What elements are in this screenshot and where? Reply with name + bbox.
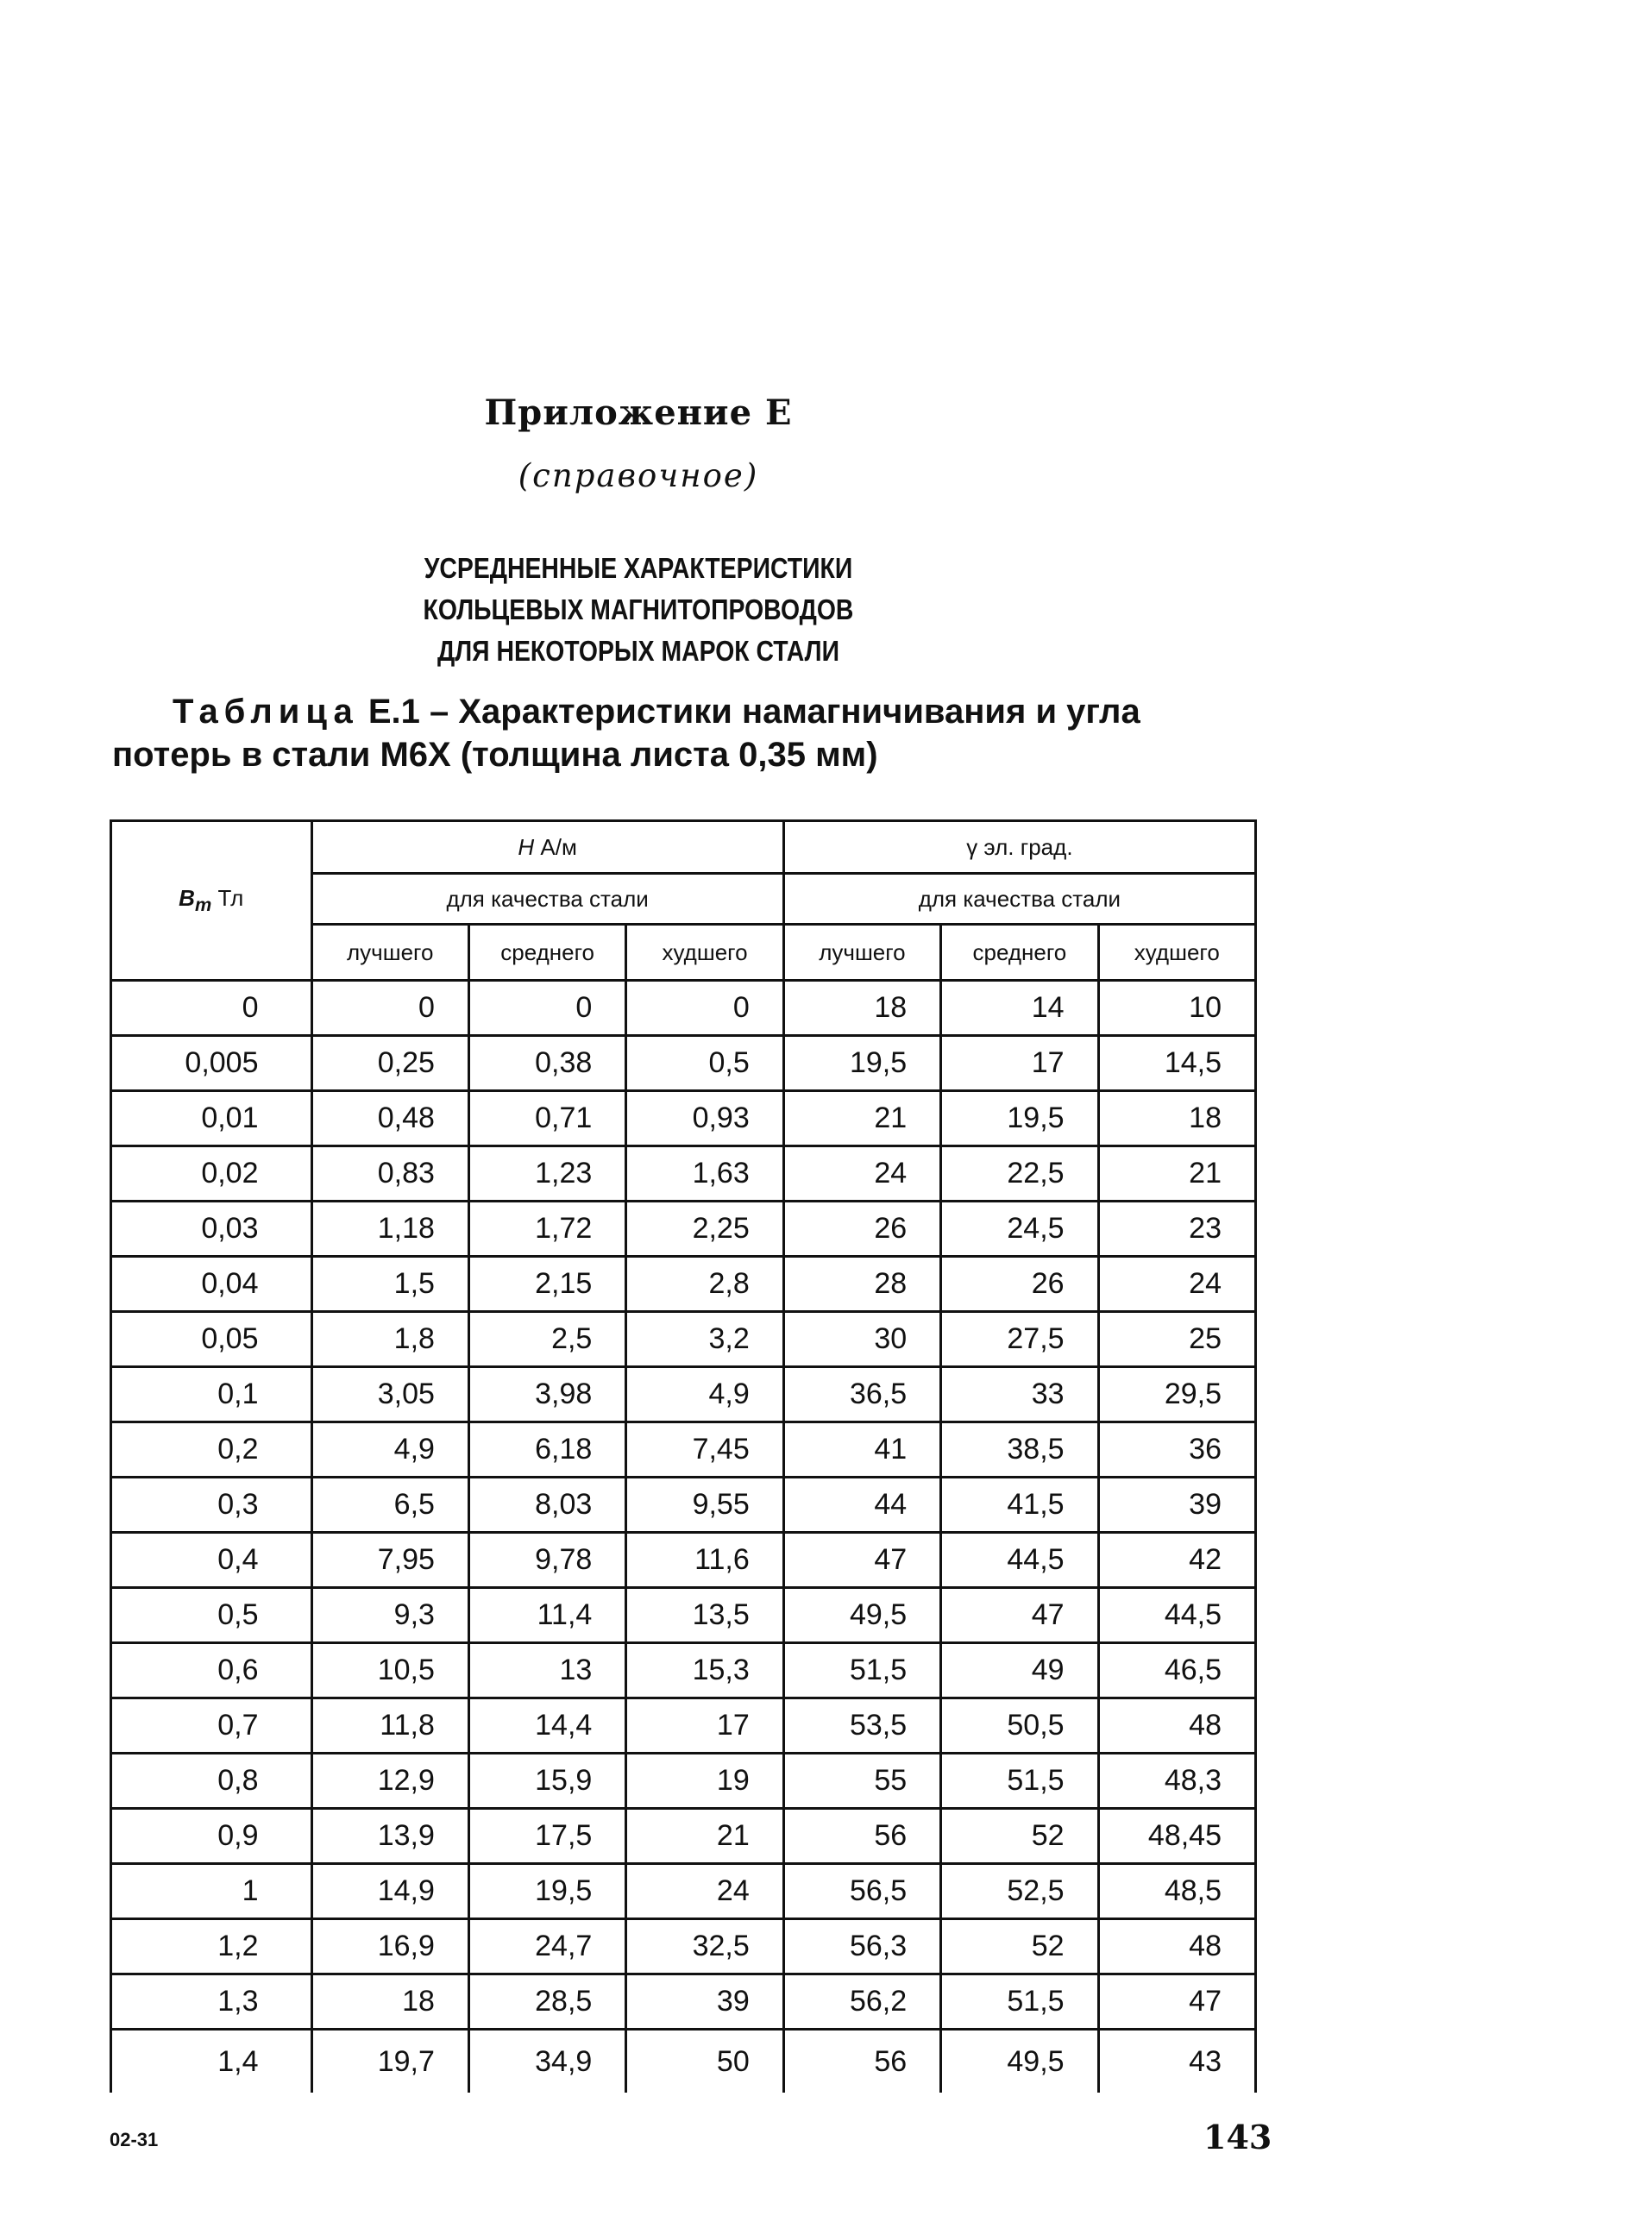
h-unit: А/м [534,833,577,860]
table-row [111,1036,1256,1091]
table-cell: 14,5 [1098,1036,1255,1091]
table-cell: 51,5 [783,1643,940,1698]
h-symbol: H [518,833,535,860]
table-cell: 1,72 [468,1202,625,1257]
table-cell: 55 [783,1754,940,1809]
table-cell: 9,55 [626,1478,783,1533]
table-cell: 0,83 [311,1146,468,1202]
table-cell: 51,5 [941,1754,1098,1809]
table-cell: 18 [1098,1091,1255,1146]
subheader-cell: худшего [626,925,783,981]
bm-cell: 0,5 [111,1588,312,1643]
table-cell: 0 [468,981,625,1036]
table-cell: 48,3 [1098,1754,1255,1809]
table-cell: 41 [783,1422,940,1478]
table-row [111,1864,1256,1919]
table-cell: 36 [1098,1422,1255,1478]
table-cell: 24,5 [941,1202,1098,1257]
table-cell: 26 [783,1202,940,1257]
table-cell: 42 [1098,1533,1255,1588]
table-row [111,1478,1256,1533]
table-cell: 51,5 [941,1974,1098,2030]
table-cell: 11,6 [626,1533,783,1588]
gamma-header: γ эл. град. [783,821,1255,874]
bm-cell: 0,01 [111,1091,312,1146]
table-cell: 33 [941,1367,1098,1422]
table-cell: 22,5 [941,1146,1098,1202]
table-cell: 3,98 [468,1367,625,1422]
subheader-cell: лучшего [783,925,940,981]
table-cell: 15,9 [468,1754,625,1809]
caption-label: Таблица [173,693,359,731]
table-cell: 30 [783,1312,940,1367]
h-header [311,821,783,874]
table-row [111,1643,1256,1698]
table-cell: 0,48 [311,1091,468,1146]
table-cell: 14 [941,981,1098,1036]
bm-symbol: B [179,884,195,911]
magnetization-table [110,819,1257,2093]
bm-cell: 1 [111,1864,312,1919]
appendix-subtitle: (справочное) [518,457,759,494]
table-cell: 0,5 [626,1036,783,1091]
table-cell: 7,45 [626,1422,783,1478]
table-cell: 24 [783,1146,940,1202]
table-cell: 1,18 [311,1202,468,1257]
table-cell: 56,2 [783,1974,940,2030]
table-cell: 14,9 [311,1864,468,1919]
table-cell: 2,15 [468,1257,625,1312]
table-cell: 48 [1098,1919,1255,1974]
quality-header-h: для качества стали [311,874,783,925]
table-cell: 50 [626,2030,783,2093]
table-row [111,1698,1256,1754]
caption-line-1-text: Е.1 – Характеристики намагничивания и угла [367,693,1140,731]
table-cell: 46,5 [1098,1643,1255,1698]
table-row [111,1809,1256,1864]
table-cell: 47 [941,1588,1098,1643]
table-cell: 48,45 [1098,1809,1255,1864]
table-row [111,1974,1256,2030]
table-cell: 4,9 [311,1422,468,1478]
table-cell: 44,5 [1098,1588,1255,1643]
table-cell: 28,5 [468,1974,625,2030]
table-cell: 49 [941,1643,1098,1698]
table-cell: 19,5 [941,1091,1098,1146]
bm-unit: Тл [211,884,244,911]
table-cell: 39 [1098,1478,1255,1533]
bm-cell: 0,04 [111,1257,312,1312]
table-cell: 49,5 [783,1588,940,1643]
heading-line-2: КОЛЬЦЕВЫХ МАГНИТОПРОВОДОВ [423,593,854,625]
table-cell: 50,5 [941,1698,1098,1754]
table-cell: 6,18 [468,1422,625,1478]
table-cell: 19,5 [468,1864,625,1919]
subheader-cell: среднего [941,925,1098,981]
table-cell: 1,63 [626,1146,783,1202]
table-cell: 11,4 [468,1588,625,1643]
table-cell: 44 [783,1478,940,1533]
subheader-cell: среднего [468,925,625,981]
table-cell: 43 [1098,2030,1255,2093]
caption-line-2: потерь в стали М6Х (толщина листа 0,35 мм) [112,736,878,774]
table-cell: 17 [626,1698,783,1754]
table-cell: 48 [1098,1698,1255,1754]
bm-cell: 0 [111,981,312,1036]
table-caption [112,690,1259,776]
heading-line-1: УСРЕДНЕННЫЕ ХАРАКТЕРИСТИКИ [424,552,853,584]
table-cell: 1,5 [311,1257,468,1312]
table-cell: 24 [1098,1257,1255,1312]
table-row [111,1091,1256,1146]
table-row [111,981,1256,1036]
table-cell: 0 [626,981,783,1036]
table-row [111,1754,1256,1809]
table-cell: 23 [1098,1202,1255,1257]
heading-line-3: ДЛЯ НЕКОТОРЫХ МАРОК СТАЛИ [437,635,839,667]
page-number: 143 [1203,2118,1272,2156]
table-cell: 10 [1098,981,1255,1036]
table-cell: 13,5 [626,1588,783,1643]
table-cell: 32,5 [626,1919,783,1974]
table-cell: 11,8 [311,1698,468,1754]
bm-subscript: m [194,894,212,916]
bm-cell: 1,3 [111,1974,312,2030]
table-cell: 7,95 [311,1533,468,1588]
bm-cell: 0,9 [111,1809,312,1864]
table-cell: 19,5 [783,1036,940,1091]
table-cell: 27,5 [941,1312,1098,1367]
table-row [111,2030,1256,2093]
table-cell: 4,9 [626,1367,783,1422]
table-cell: 3,2 [626,1312,783,1367]
table-cell: 29,5 [1098,1367,1255,1422]
table-cell: 52 [941,1809,1098,1864]
table-row [111,1202,1256,1257]
table-cell: 56 [783,1809,940,1864]
table-cell: 56,5 [783,1864,940,1919]
table-cell: 8,03 [468,1478,625,1533]
table-cell: 2,25 [626,1202,783,1257]
bm-cell: 0,7 [111,1698,312,1754]
table-row [111,1146,1256,1202]
table-cell: 48,5 [1098,1864,1255,1919]
table-cell: 24,7 [468,1919,625,1974]
table-cell: 18 [311,1974,468,2030]
bm-cell: 0,8 [111,1754,312,1809]
caption-line-1 [112,690,1259,733]
table-row [111,1422,1256,1478]
subheader-cell: худшего [1098,925,1255,981]
table-cell: 24 [626,1864,783,1919]
table-cell: 14,4 [468,1698,625,1754]
table-cell: 47 [783,1533,940,1588]
table-cell: 12,9 [311,1754,468,1809]
table-cell: 53,5 [783,1698,940,1754]
table-cell: 0,71 [468,1091,625,1146]
table-cell: 1,8 [311,1312,468,1367]
table-cell: 13 [468,1643,625,1698]
appendix-title: Приложение Е [484,392,793,433]
table-row [111,1533,1256,1588]
table-cell: 21 [783,1091,940,1146]
bm-cell: 0,005 [111,1036,312,1091]
table-cell: 44,5 [941,1533,1098,1588]
table-cell: 38,5 [941,1422,1098,1478]
table-cell: 34,9 [468,2030,625,2093]
bm-cell: 0,02 [111,1146,312,1202]
table-cell: 21 [1098,1146,1255,1202]
bm-cell: 1,4 [111,2030,312,2093]
table-cell: 0,38 [468,1036,625,1091]
table-row [111,1367,1256,1422]
table-cell: 16,9 [311,1919,468,1974]
table-cell: 52 [941,1919,1098,1974]
table-cell: 28 [783,1257,940,1312]
table-cell: 36,5 [783,1367,940,1422]
table-row [111,1257,1256,1312]
table-row [111,1919,1256,1974]
table-cell: 9,3 [311,1588,468,1643]
bm-cell: 0,3 [111,1478,312,1533]
table-cell: 0,25 [311,1036,468,1091]
table-row [111,1588,1256,1643]
bm-cell: 0,03 [111,1202,312,1257]
table-cell: 17,5 [468,1809,625,1864]
table-cell: 49,5 [941,2030,1098,2093]
table-cell: 2,5 [468,1312,625,1367]
table-cell: 9,78 [468,1533,625,1588]
table-cell: 2,8 [626,1257,783,1312]
table-cell: 18 [783,981,940,1036]
subheader-cell: лучшего [311,925,468,981]
table-cell: 10,5 [311,1643,468,1698]
table-cell: 13,9 [311,1809,468,1864]
table-cell: 0 [311,981,468,1036]
bm-header [111,821,312,981]
table-cell: 0,93 [626,1091,783,1146]
table-cell: 19 [626,1754,783,1809]
table-cell: 6,5 [311,1478,468,1533]
table-row [111,1312,1256,1367]
bm-cell: 0,05 [111,1312,312,1367]
table-cell: 56 [783,2030,940,2093]
bm-cell: 0,6 [111,1643,312,1698]
table-cell: 52,5 [941,1864,1098,1919]
bm-cell: 0,4 [111,1533,312,1588]
table-cell: 1,23 [468,1146,625,1202]
table-cell: 26 [941,1257,1098,1312]
bm-cell: 0,2 [111,1422,312,1478]
footer-code: 02-31 [110,2129,159,2150]
table-cell: 25 [1098,1312,1255,1367]
table-cell: 15,3 [626,1643,783,1698]
bm-cell: 1,2 [111,1919,312,1974]
table-cell: 56,3 [783,1919,940,1974]
table-cell: 41,5 [941,1478,1098,1533]
table-cell: 47 [1098,1974,1255,2030]
quality-header-gamma: для качества стали [783,874,1255,925]
bm-cell: 0,1 [111,1367,312,1422]
table-cell: 3,05 [311,1367,468,1422]
table-cell: 21 [626,1809,783,1864]
table-cell: 39 [626,1974,783,2030]
table-cell: 17 [941,1036,1098,1091]
table-cell: 19,7 [311,2030,468,2093]
table-body [111,981,1256,2093]
